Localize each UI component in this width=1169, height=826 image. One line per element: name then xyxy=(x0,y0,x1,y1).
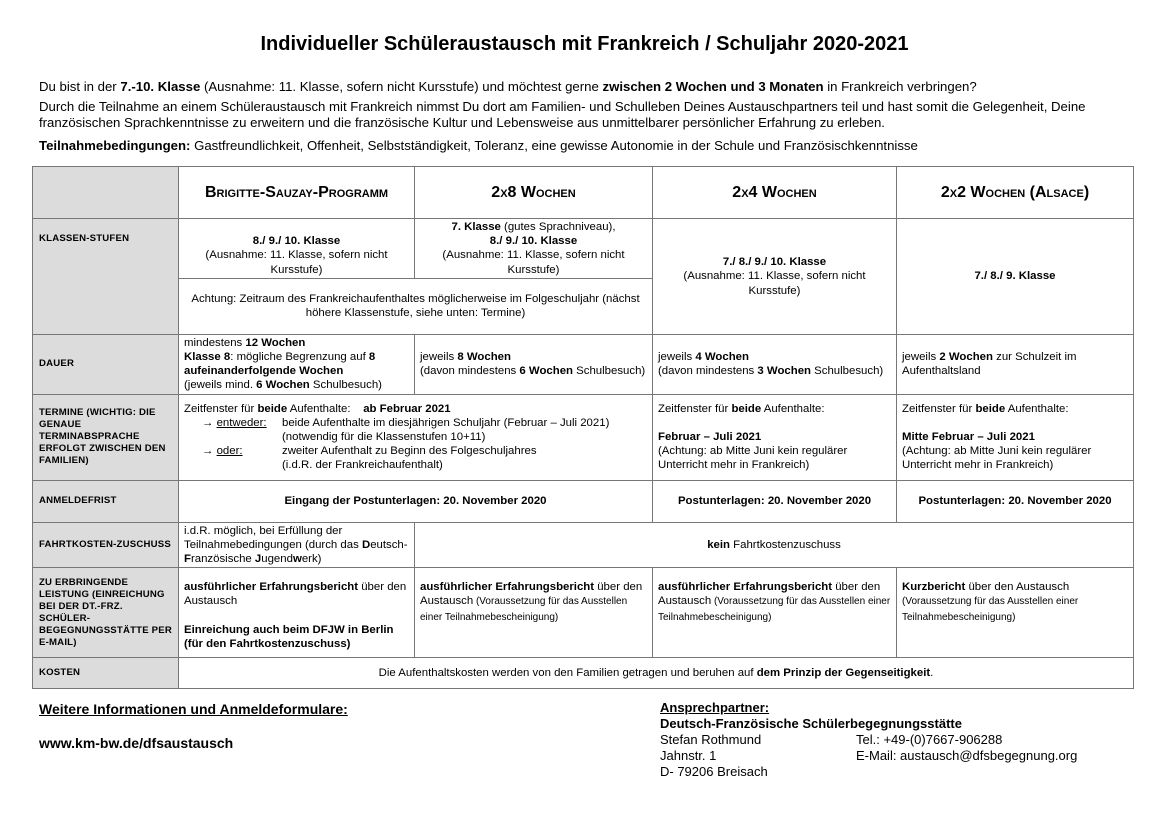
cell-text: (i.d.R. der Frankreichaufenthalt) xyxy=(282,459,443,472)
cell-text-bold: Einreichung auch beim DFJW in Berlin (für den Fahrtkostenzuschuss) xyxy=(184,623,394,651)
cell-text: Schulbesuch) xyxy=(309,379,382,392)
cell-text: (Achtung: ab Mitte Juni kein regulärer Unterricht mehr in Frankreich) xyxy=(902,445,1092,472)
cell-termine-bs-2x8 xyxy=(179,394,653,480)
conditions-label: Teilnahmebedingungen: xyxy=(39,138,191,153)
table-header-row xyxy=(33,167,1134,219)
arrow-icon: → xyxy=(202,445,214,458)
row-label-anmeldefrist: ANMELDEFRIST xyxy=(33,480,179,522)
cell-text-bold: F xyxy=(184,553,191,566)
cell-text-bold: dem Prinzip der Gegenseitigkeit xyxy=(756,667,931,680)
cell-text: (Ausnahme: 11. Klasse, sofern nicht Kursstufe) xyxy=(205,249,388,276)
cell-text-small: (Voraussetzung für das Ausstellen einer Teilnahmebescheinigung) xyxy=(658,596,891,623)
cell-text: Zeitfenster für xyxy=(902,402,976,415)
cell-text-bold: Mitte Februar – Juli 2021 xyxy=(902,431,1035,444)
cell-anmeldefrist-2x4: Postunterlagen: 20. November 2020 xyxy=(653,480,897,522)
cell-text-bold: 4 Wochen xyxy=(695,351,749,364)
cell-text: (gutes Sprachniveau), xyxy=(500,221,616,233)
cell-text: (jeweils mind. xyxy=(184,379,257,392)
cell-text-bold: beide xyxy=(257,402,288,415)
cell-text-bold: w xyxy=(292,553,302,566)
cell-klassen-note: Achtung: Zeitraum des Frankreichaufenthaltes möglicherweise im Folgeschuljahr (nächst höhere Klassenstufe, siehe unten: Termine) xyxy=(179,278,653,334)
cell-termine-2x4 xyxy=(653,394,897,480)
cell-text: (Achtung: ab Mitte Juni kein regulärer Unterricht mehr in Frankreich) xyxy=(658,445,848,472)
cell-dauer-2x4 xyxy=(653,334,897,394)
intro-text: in Frankreich verbringen? xyxy=(823,79,977,94)
cell-text-bold: Kurzbericht xyxy=(902,581,966,594)
cell-text: (Ausnahme: 11. Klasse, sofern nicht Kursstufe) xyxy=(442,249,625,276)
cell-fahrtkosten-bs xyxy=(179,522,415,568)
col-header-2x4: 2x4 Wochen xyxy=(653,167,897,219)
cell-text: erk) xyxy=(301,553,322,566)
cell-text: jeweils xyxy=(420,351,458,364)
cell-text-bold: 3 Wochen xyxy=(757,365,812,378)
page-title: Individueller Schüleraustausch mit Frankreich / Schuljahr 2020-2021 xyxy=(260,33,909,55)
cell-dauer-2x8 xyxy=(415,334,653,394)
contact-name: Stefan Rothmund xyxy=(660,732,762,747)
contact-street: Jahnstr. 1 xyxy=(660,748,717,763)
cell-text: über den Austausch xyxy=(420,581,643,608)
cell-text-bold: 2 Wochen xyxy=(939,351,993,364)
cell-dauer-bs xyxy=(179,334,415,394)
cell-text-bold: J xyxy=(254,553,262,566)
cell-text-bold: 7./ 8./ 9./ 10. Klasse xyxy=(722,256,827,269)
cell-text: eutsch- xyxy=(370,538,408,551)
info-heading: Weitere Informationen und Anmeldeformulare: xyxy=(39,701,348,717)
cell-text: Aufenthalte: xyxy=(761,402,825,415)
row-label-klassenstufen: KLASSEN-STUFEN xyxy=(33,219,179,335)
intro-paragraph-2: Durch die Teilnahme an einem Schüleraustausch mit Frankreich nimmst Du dort am Familien- und Schulleben Deines Austauschpartners teil und hast somit die Gelegenheit, Deine französischen Sprachkenntnisse zu erweitern und die französische Kultur und Lebensweise aus unmittelbarer persönlicher Erfahrung zu erleben. xyxy=(39,99,1086,130)
cell-klassen-bs xyxy=(179,219,415,279)
cell-text: : mögliche Begrenzung auf xyxy=(230,351,369,364)
col-header-2x8: 2x8 Wochen xyxy=(415,167,653,219)
cell-text-bold: Februar – Juli 2021 xyxy=(658,431,762,444)
intro-line-1 xyxy=(39,79,1129,95)
cell-text-bold: beide xyxy=(731,402,762,415)
table-row-anmeldefrist xyxy=(33,480,1134,522)
table-row-termine xyxy=(33,394,1134,480)
cell-text-bold: 6 Wochen xyxy=(256,379,310,392)
arrow-icon: → xyxy=(202,416,214,429)
program-table xyxy=(32,166,1134,689)
cell-text: Aufenthalte: xyxy=(1005,402,1069,415)
info-url-link[interactable]: www.km-bw.de/dfsaustausch xyxy=(39,735,234,751)
row-label-kosten: KOSTEN xyxy=(33,658,179,689)
cell-text: über den Austausch xyxy=(658,581,881,608)
cell-text: ranzösische xyxy=(190,553,255,566)
cell-text-bold: 8./ 9./ 10. Klasse xyxy=(489,235,578,248)
cell-text: i.d.R. möglich, bei Erfüllung der Teilnahmebedingungen (durch das xyxy=(184,524,362,551)
intro-text: Du bist in der xyxy=(39,79,121,94)
contact-email[interactable]: E-Mail: austausch@dfsbegegnung.org xyxy=(856,748,1078,763)
cell-text: (davon mindestens xyxy=(658,365,758,378)
intro-text: (Ausnahme: 11. Klasse, sofern nicht Kursstufe) und möchtest gerne xyxy=(200,79,603,94)
row-label-dauer: DAUER xyxy=(33,334,179,394)
cell-text-bold: 8 aufeinanderfolgende Wochen xyxy=(184,351,376,378)
cell-leistung-2x4 xyxy=(653,568,897,658)
table-row-fahrtkosten xyxy=(33,522,1134,568)
cell-text-bold: ausführlicher Erfahrungsbericht xyxy=(658,581,833,594)
cell-text: Zeitfenster für xyxy=(184,402,258,415)
cell-fahrtkosten-rest xyxy=(415,522,1134,568)
cell-text: (Ausnahme: 11. Klasse, sofern nicht Kursstufe) xyxy=(683,270,866,297)
cell-termine-2x2 xyxy=(897,394,1134,480)
cell-text: zur Schulzeit im Aufenthaltsland xyxy=(902,351,1077,378)
cell-text-bold: D xyxy=(361,538,371,551)
cell-text-bold: kein xyxy=(707,538,730,551)
cell-text: Die Aufenthaltskosten werden von den Familien getragen und beruhen auf xyxy=(378,667,757,680)
intro-conditions xyxy=(39,138,1129,154)
col-header-2x2: 2x2 Wochen (Alsace) xyxy=(897,167,1134,219)
cell-text-bold: 7./ 8./ 9. Klasse xyxy=(974,270,1056,283)
option-oder: oder: xyxy=(216,445,243,458)
cell-text: (davon mindestens xyxy=(420,365,520,378)
cell-text-bold: 6 Wochen xyxy=(519,365,574,378)
cell-text: ugend xyxy=(261,553,293,566)
option-entweder: entweder: xyxy=(216,416,267,429)
cell-text-bold: ausführlicher Erfahrungsbericht xyxy=(420,581,595,594)
cell-leistung-2x2 xyxy=(897,568,1134,658)
cell-text-small: (Voraussetzung für das Ausstellen einer Teilnahmebescheinigung) xyxy=(902,596,1079,623)
contact-org: Deutsch-Französische Schülerbegegnungsstätte xyxy=(660,716,962,731)
cell-text: Schulbesuch) xyxy=(811,365,884,378)
contact-city: D- 79206 Breisach xyxy=(660,764,768,779)
table-row-klassenstufen xyxy=(33,219,1134,279)
row-label-termine: TERMINE (WICHTIG: DIE GENAUE TERMINABSPRACHE ERFOLGT ZWISCHEN DEN FAMILIEN) xyxy=(33,394,179,480)
intro-text-bold: zwischen 2 Wochen und 3 Monaten xyxy=(602,79,824,94)
cell-text: beide Aufenthalte im diesjährigen Schuljahr (Februar – Juli 2021) xyxy=(282,416,610,429)
cell-anmeldefrist-2x2: Postunterlagen: 20. November 2020 xyxy=(897,480,1134,522)
conditions-text: Gastfreundlichkeit, Offenheit, Selbstständigkeit, Toleranz, eine gewisse Autonomie in der Schule und Französischkenntnisse xyxy=(190,138,918,153)
cell-text-bold: 8./ 9./ 10. Klasse xyxy=(252,235,341,248)
cell-text-small: (Voraussetzung für das Ausstellen einer Teilnahmebescheinigung) xyxy=(420,596,628,623)
intro-text-bold: 7.-10. Klasse xyxy=(120,79,201,94)
cell-text: Fahrtkostenzuschuss xyxy=(730,538,841,551)
cell-text: mindestens xyxy=(184,336,246,349)
col-header-brigitte-sauzay: Brigitte-Sauzay-Programm xyxy=(179,167,415,219)
cell-anmeldefrist-bs-2x8: Eingang der Postunterlagen: 20. November 2020 xyxy=(179,480,653,522)
cell-klassen-2x8 xyxy=(415,219,653,279)
table-row-kosten xyxy=(33,658,1134,689)
cell-text-bold: Klasse 8 xyxy=(184,351,231,364)
cell-text: Zeitfenster für xyxy=(658,402,732,415)
cell-text-bold: ab Februar 2021 xyxy=(363,402,451,415)
cell-text-bold: beide xyxy=(975,402,1006,415)
cell-text: (notwendig für die Klassenstufen 10+11) xyxy=(282,431,486,444)
table-row-leistung xyxy=(33,568,1134,658)
cell-text: über den Austausch xyxy=(184,581,407,608)
cell-leistung-2x8 xyxy=(415,568,653,658)
cell-text-bold: ausführlicher Erfahrungsbericht xyxy=(184,581,359,594)
cell-text-bold: 8 Wochen xyxy=(457,351,511,364)
table-row-dauer xyxy=(33,334,1134,394)
cell-text-bold: 7. Klasse xyxy=(451,221,501,233)
cell-dauer-2x2 xyxy=(897,334,1134,394)
row-label-leistung: ZU ERBRINGENDE LEISTUNG (EINREICHUNG BEI DER DT.-FRZ. SCHÜLER-BEGEGNUNGSSTÄTTE PER E-MAIL) xyxy=(33,568,179,658)
contact-tel: Tel.: +49-(0)7667-906288 xyxy=(856,732,1003,747)
cell-text: Aufenthalte: xyxy=(287,402,364,415)
cell-text: jeweils xyxy=(902,351,940,364)
cell-klassen-2x4 xyxy=(653,219,897,335)
cell-text: über den Austausch xyxy=(965,581,1070,594)
cell-text-bold: 12 Wochen xyxy=(245,336,306,349)
row-label-fahrtkosten: FAHRTKOSTEN-ZUSCHUSS xyxy=(33,522,179,568)
cell-text: zweiter Aufenthalt zu Beginn des Folgeschuljahres xyxy=(282,445,537,458)
header-corner xyxy=(33,167,179,219)
cell-text: jeweils xyxy=(658,351,696,364)
cell-text: Schulbesuch) xyxy=(573,365,646,378)
cell-text: . xyxy=(930,667,934,680)
contact-heading: Ansprechpartner: xyxy=(660,700,770,715)
cell-leistung-bs xyxy=(179,568,415,658)
cell-klassen-2x2 xyxy=(897,219,1134,335)
cell-kosten xyxy=(179,658,1134,689)
